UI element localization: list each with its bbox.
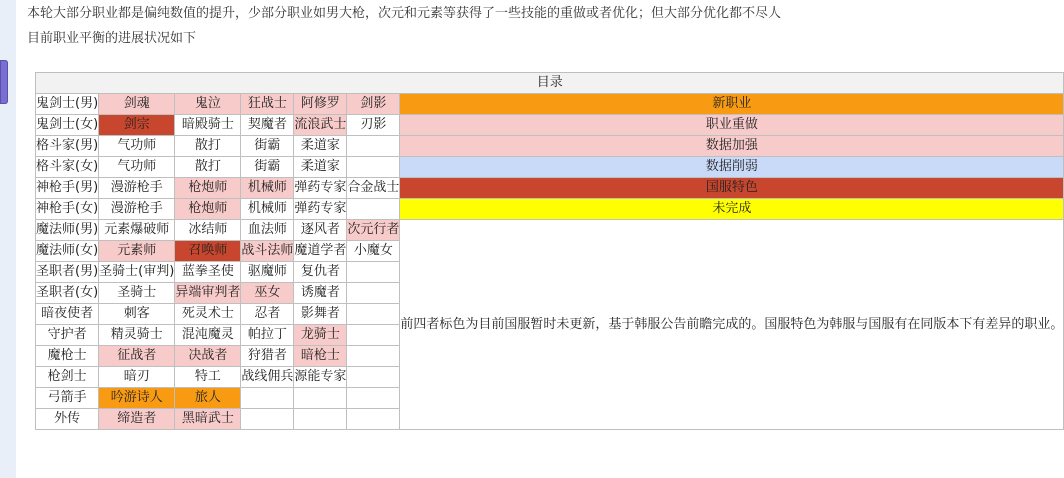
job-cell: 枪炮师 [175, 178, 241, 199]
table-title: 目录 [36, 73, 1064, 94]
job-cell: 魔道学者 [294, 241, 347, 262]
job-cell: 巫女 [241, 283, 294, 304]
job-cell [347, 346, 400, 367]
job-cell [347, 409, 400, 430]
job-cell: 散打 [175, 157, 241, 178]
job-cell: 源能专家 [294, 367, 347, 388]
base-class-cell: 魔法师(男) [36, 220, 99, 241]
job-cell: 暗枪士 [294, 346, 347, 367]
table-row [36, 178, 1064, 199]
job-cell: 精灵骑士 [99, 325, 175, 346]
base-class-cell: 神枪手(女) [36, 199, 99, 220]
job-cell [294, 388, 347, 409]
base-class-cell: 鬼剑士(男) [36, 94, 99, 115]
job-cell: 狩猎者 [241, 346, 294, 367]
job-cell: 枪炮师 [175, 199, 241, 220]
job-cell: 剑影 [347, 94, 400, 115]
side-panel-tab[interactable] [0, 60, 8, 104]
job-cell [347, 304, 400, 325]
job-cell: 蓝拳圣使 [175, 262, 241, 283]
legend-cell: 数据削弱 [400, 157, 1064, 178]
job-cell: 机械师 [241, 178, 294, 199]
base-class-cell: 圣职者(女) [36, 283, 99, 304]
intro-paragraph-line2: 目前职业平衡的进展状况如下 [27, 31, 197, 46]
job-cell: 混沌魔灵 [175, 325, 241, 346]
base-class-cell: 魔枪士 [36, 346, 99, 367]
job-cell: 弹药专家 [294, 199, 347, 220]
job-cell: 剑宗 [99, 115, 175, 136]
job-cell [347, 325, 400, 346]
job-cell: 机械师 [241, 199, 294, 220]
base-class-cell: 神枪手(男) [36, 178, 99, 199]
job-cell: 弹药专家 [294, 178, 347, 199]
job-cell: 剑魂 [99, 94, 175, 115]
job-cell: 气功师 [99, 136, 175, 157]
legend-note: 前四者标色为目前国服暂时未更新，基于韩服公告前瞻完成的。国服特色为韩服与国服有在同版本下有差异的职业。 [400, 220, 1064, 430]
job-cell: 合金战士 [347, 178, 400, 199]
job-cell [347, 199, 400, 220]
job-cell: 影舞者 [294, 304, 347, 325]
job-cell: 召唤师 [175, 241, 241, 262]
job-cell: 元素爆破师 [99, 220, 175, 241]
base-class-cell: 格斗家(女) [36, 157, 99, 178]
job-cell: 血法师 [241, 220, 294, 241]
job-cell: 征战者 [99, 346, 175, 367]
table-row [36, 115, 1064, 136]
job-cell [347, 283, 400, 304]
job-cell: 缔造者 [99, 409, 175, 430]
job-balance-table [35, 72, 1064, 430]
job-cell: 诱魔者 [294, 283, 347, 304]
base-class-cell: 魔法师(女) [36, 241, 99, 262]
base-class-cell: 守护者 [36, 325, 99, 346]
job-cell [241, 388, 294, 409]
base-class-cell: 外传 [36, 409, 99, 430]
job-cell: 暗刃 [99, 367, 175, 388]
legend-cell: 数据加强 [400, 136, 1064, 157]
job-cell [241, 409, 294, 430]
job-cell: 吟游诗人 [99, 388, 175, 409]
job-cell: 柔道家 [294, 136, 347, 157]
job-cell: 黑暗武士 [175, 409, 241, 430]
job-cell: 龙骑士 [294, 325, 347, 346]
legend-cell: 新职业 [400, 94, 1064, 115]
job-cell [347, 388, 400, 409]
legend-cell: 未完成 [400, 199, 1064, 220]
job-cell: 柔道家 [294, 157, 347, 178]
job-cell: 异端审判者 [175, 283, 241, 304]
job-cell: 逐风者 [294, 220, 347, 241]
job-cell: 散打 [175, 136, 241, 157]
base-class-cell: 鬼剑士(女) [36, 115, 99, 136]
job-cell [347, 136, 400, 157]
job-cell: 刃影 [347, 115, 400, 136]
job-cell: 战斗法师 [241, 241, 294, 262]
base-class-cell: 暗夜使者 [36, 304, 99, 325]
job-cell: 圣骑士(审判) [99, 262, 175, 283]
job-cell: 特工 [175, 367, 241, 388]
base-class-cell: 枪剑士 [36, 367, 99, 388]
table-row [36, 94, 1064, 115]
legend-cell: 职业重做 [400, 115, 1064, 136]
job-cell: 圣骑士 [99, 283, 175, 304]
job-cell: 帕拉丁 [241, 325, 294, 346]
base-class-cell: 圣职者(男) [36, 262, 99, 283]
table-row [36, 220, 1064, 241]
job-cell: 战线佣兵 [241, 367, 294, 388]
base-class-cell: 弓箭手 [36, 388, 99, 409]
job-cell: 契魔者 [241, 115, 294, 136]
job-cell: 漫游枪手 [99, 178, 175, 199]
job-cell: 冰结师 [175, 220, 241, 241]
intro-paragraph-line1: 本轮大部分职业都是偏纯数值的提升，少部分职业如男大枪，次元和元素等获得了一些技能的重做或者优化；但大部分优化都不尽人 [27, 6, 782, 21]
job-cell: 暗殿骑士 [175, 115, 241, 136]
job-cell: 街霸 [241, 136, 294, 157]
job-cell: 狂战士 [241, 94, 294, 115]
table-row [36, 199, 1064, 220]
job-cell: 驱魔师 [241, 262, 294, 283]
job-cell: 旅人 [175, 388, 241, 409]
job-cell: 漫游枪手 [99, 199, 175, 220]
job-cell: 忍者 [241, 304, 294, 325]
job-cell [347, 157, 400, 178]
job-cell [347, 262, 400, 283]
job-cell: 街霸 [241, 157, 294, 178]
job-cell [294, 409, 347, 430]
base-class-cell: 格斗家(男) [36, 136, 99, 157]
job-cell [347, 367, 400, 388]
job-cell: 死灵术士 [175, 304, 241, 325]
job-cell: 刺客 [99, 304, 175, 325]
legend-cell: 国服特色 [400, 178, 1064, 199]
job-cell: 鬼泣 [175, 94, 241, 115]
job-cell: 流浪武士 [294, 115, 347, 136]
job-cell: 阿修罗 [294, 94, 347, 115]
job-cell: 次元行者 [347, 220, 400, 241]
job-cell: 决战者 [175, 346, 241, 367]
table-row [36, 136, 1064, 157]
job-cell: 复仇者 [294, 262, 347, 283]
job-cell: 小魔女 [347, 241, 400, 262]
table-row [36, 157, 1064, 178]
job-cell: 气功师 [99, 157, 175, 178]
job-cell: 元素师 [99, 241, 175, 262]
table-body [36, 94, 1064, 430]
